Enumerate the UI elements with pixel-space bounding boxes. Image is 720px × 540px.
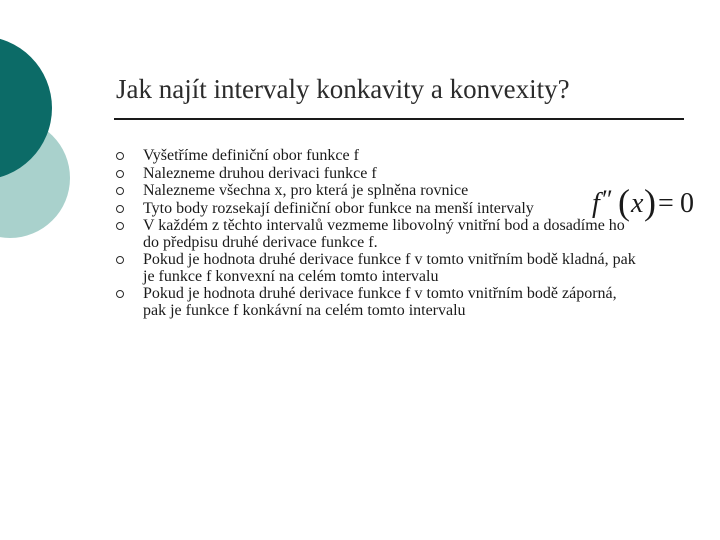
bullet-item [116, 148, 636, 165]
bullet-text: Nalezneme druhou derivaci funkce f [143, 164, 377, 182]
bullet-circle-icon [116, 170, 124, 178]
bullet-item [116, 286, 636, 319]
bullet-text: Pokud je hodnota druhé derivace funkce f v tomto vnitřním bodě záporná, pak je funkce f konkávní na celém tomto intervalu [143, 285, 617, 319]
bullet-text: Tyto body rozsekají definiční obor funkce na menší intervaly [143, 199, 534, 217]
bullet-item [116, 218, 636, 251]
title-underline [114, 118, 684, 120]
slide-title: Jak najít intervaly konkavity a konvexity? [116, 74, 570, 104]
bullet-item [116, 183, 636, 200]
formula-zero: 0 [680, 188, 694, 219]
formula-function: f [592, 188, 600, 219]
formula-variable: x [631, 188, 644, 219]
bullet-text: Pokud je hodnota druhé derivace funkce f v tomto vnitřním bodě kladná, pak je funkce f konvexní na celém tomto intervalu [143, 251, 636, 285]
bullet-item [116, 201, 636, 218]
bullet-circle-icon [116, 290, 124, 298]
formula-close-paren: ) [644, 182, 656, 222]
bullet-circle-icon [116, 152, 124, 160]
bullet-circle-icon [116, 256, 124, 264]
second-derivative-equation [590, 180, 700, 224]
bullet-circle-icon [116, 205, 124, 213]
bullet-text: Vyšetříme definiční obor funkce f [143, 147, 359, 164]
bullet-circle-icon [116, 187, 124, 195]
bullet-item [116, 252, 636, 285]
bullet-circle-icon [116, 222, 124, 230]
bullet-text: Nalezneme všechna x, pro která je splněna rovnice [143, 182, 469, 199]
decorative-circles [0, 0, 120, 300]
bullet-item [116, 166, 636, 183]
bullet-text: V každém z těchto intervalů vezmeme libovolný vnitřní bod a dosadíme ho do předpisu druhé derivace funkce f. [143, 217, 625, 251]
bullet-list [116, 148, 636, 320]
formula-prime: ″ [602, 185, 613, 214]
formula-open-paren: ( [618, 182, 630, 222]
formula-equals: = [658, 188, 674, 219]
